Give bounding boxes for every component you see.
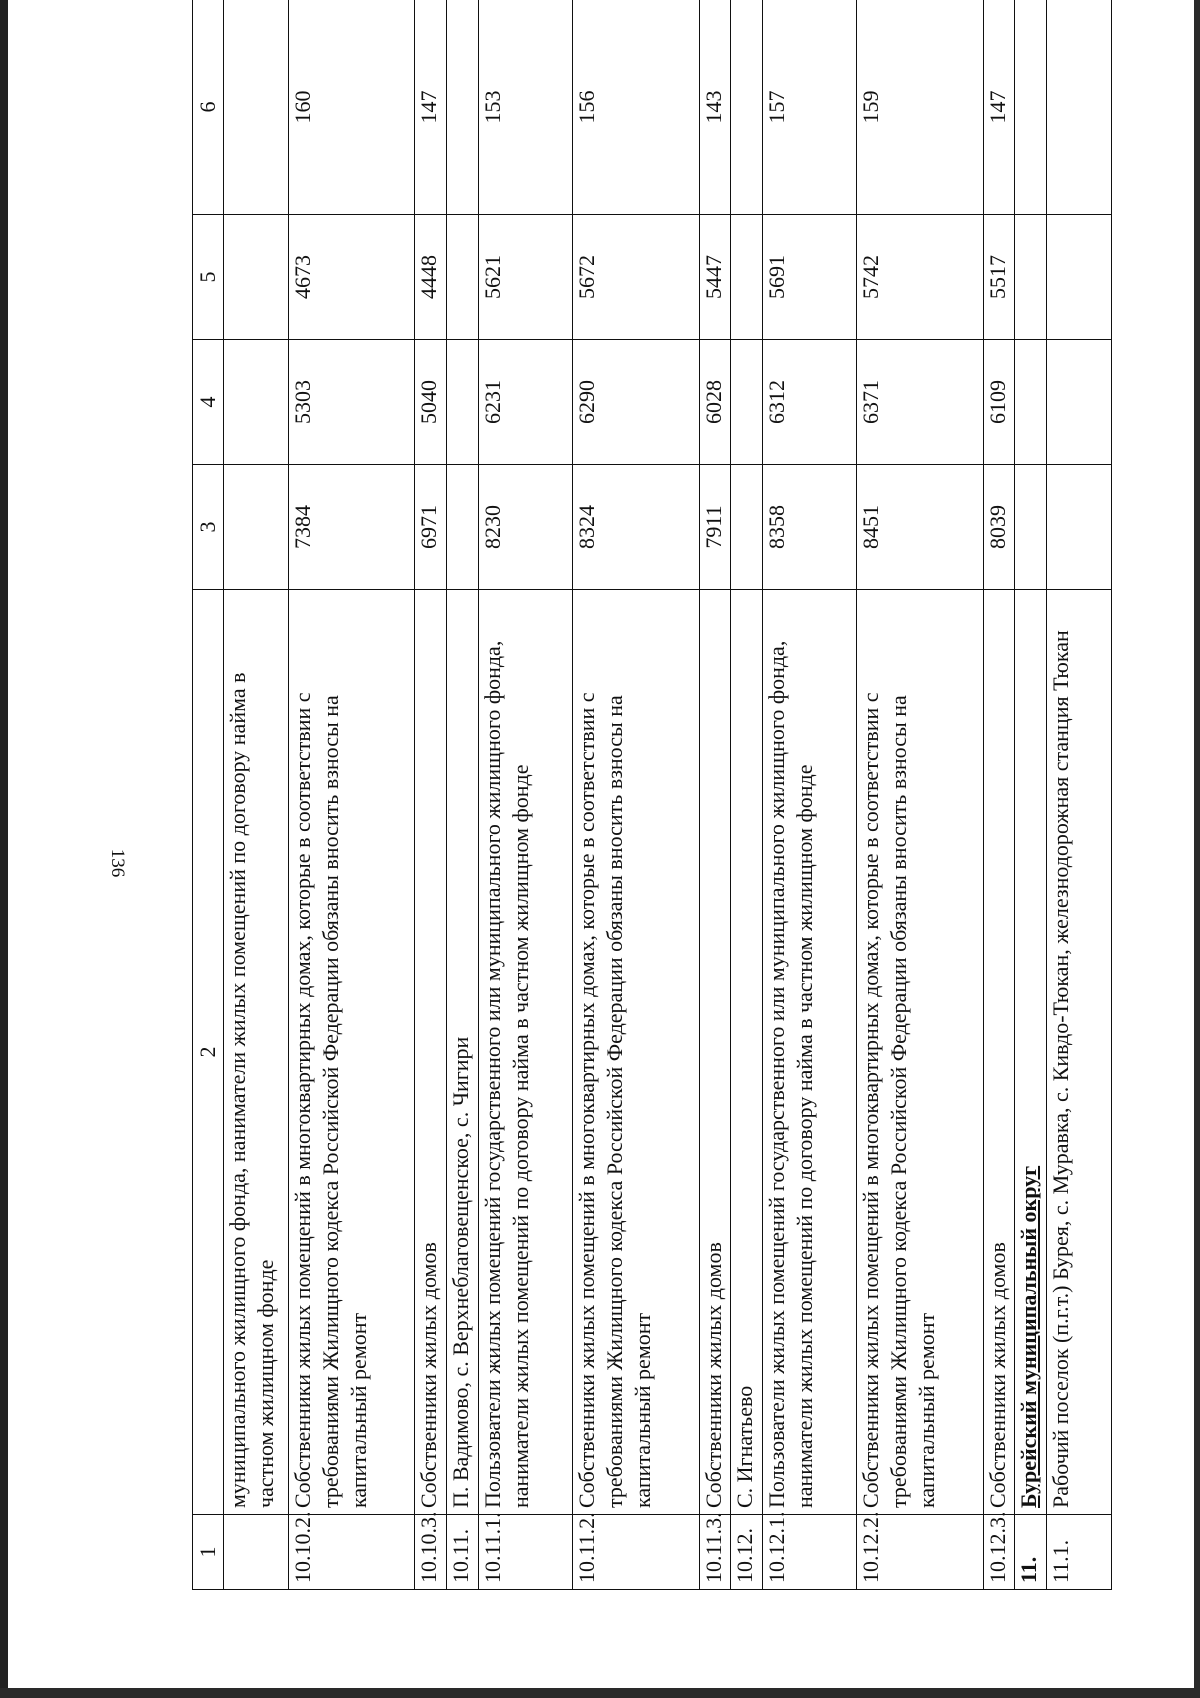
row-value-col5 <box>1015 215 1047 340</box>
row-value-col6 <box>1015 0 1047 215</box>
row-value-col4: 6290 <box>573 340 699 465</box>
row-value-col4: 6231 <box>478 340 573 465</box>
table-row <box>573 0 699 1590</box>
row-code: 10.11.3. <box>699 1515 731 1590</box>
table-row <box>857 0 983 1590</box>
row-value-col3 <box>224 465 289 590</box>
row-value-col3 <box>731 465 763 590</box>
page-number: 136 <box>107 848 128 878</box>
row-value-col4: 6109 <box>983 340 1015 465</box>
row-description: Собственники жилых домов <box>699 590 731 1515</box>
row-code: 10.12. <box>731 1515 763 1590</box>
row-value-col6: 160 <box>289 0 415 215</box>
row-code: 10.12.1. <box>762 1515 857 1590</box>
row-value-col4 <box>447 340 479 465</box>
row-value-col6: 143 <box>699 0 731 215</box>
row-description: С. Игнатьево <box>731 590 763 1515</box>
header-col-6: 6 <box>193 0 224 215</box>
row-description: Пользователи жилых помещений государственного или муниципального жилищного фонда, наниматели жилых помещений по договору найма в частном жилищном фонде <box>478 590 573 1515</box>
row-value-col5: 4448 <box>415 215 447 340</box>
row-value-col3 <box>447 465 479 590</box>
row-code: 10.10.3. <box>415 1515 447 1590</box>
row-value-col4 <box>731 340 763 465</box>
row-code: 10.12.3. <box>983 1515 1015 1590</box>
table-header-row <box>193 0 224 1590</box>
row-value-col4: 6312 <box>762 340 857 465</box>
row-description: Собственники жилых помещений в многоквартирных домах, которые в соответствии с требованиями Жилищного кодекса Российской Федерации обязаны вносить взносы на капитальный ремонт <box>857 590 983 1515</box>
table-row <box>289 0 415 1590</box>
row-value-col3: 6971 <box>415 465 447 590</box>
row-value-col4: 6371 <box>857 340 983 465</box>
row-value-col6 <box>447 0 479 215</box>
row-value-col3: 7384 <box>289 465 415 590</box>
row-value-col6: 156 <box>573 0 699 215</box>
row-code: 10.10.2. <box>289 1515 415 1590</box>
row-value-col4 <box>1046 340 1111 465</box>
row-description: Бурейский муниципальный округ <box>1015 590 1047 1515</box>
row-code: 11. <box>1015 1515 1047 1590</box>
row-code: 10.11.1. <box>478 1515 573 1590</box>
row-value-col3: 8039 <box>983 465 1015 590</box>
row-value-col5: 5691 <box>762 215 857 340</box>
table-body <box>224 0 1112 1590</box>
row-value-col6: 147 <box>983 0 1015 215</box>
row-value-col5 <box>224 215 289 340</box>
table-row <box>699 0 731 1590</box>
row-value-col4 <box>1015 340 1047 465</box>
row-description: Собственники жилых помещений в многоквартирных домах, которые в соответствии с требованиями Жилищного кодекса Российской Федерации обязаны вносить взносы на капитальный ремонт <box>573 590 699 1515</box>
table-row <box>1046 0 1111 1590</box>
row-value-col3: 7911 <box>699 465 731 590</box>
row-code: 10.12.2. <box>857 1515 983 1590</box>
header-col-1: 1 <box>193 1515 224 1590</box>
row-value-col6: 157 <box>762 0 857 215</box>
row-value-col5 <box>731 215 763 340</box>
row-description: Пользователи жилых помещений государственного или муниципального жилищного фонда, наниматели жилых помещений по договору найма в частном жилищном фонде <box>762 590 857 1515</box>
row-value-col6: 159 <box>857 0 983 215</box>
row-code: 10.11.2. <box>573 1515 699 1590</box>
row-value-col3: 8230 <box>478 465 573 590</box>
row-value-col5: 5742 <box>857 215 983 340</box>
row-value-col5: 5517 <box>983 215 1015 340</box>
tariff-table <box>192 0 1112 1590</box>
row-value-col6: 147 <box>415 0 447 215</box>
row-value-col6 <box>1046 0 1111 215</box>
header-col-4: 4 <box>193 340 224 465</box>
row-value-col5 <box>447 215 479 340</box>
scan-edge-bottom <box>0 1688 1200 1698</box>
row-value-col6 <box>731 0 763 215</box>
header-col-5: 5 <box>193 215 224 340</box>
row-description: П. Вадимово, с. Верхнеблаговещенское, с. Чигири <box>447 590 479 1515</box>
row-description: Рабочий поселок (п.г.т.) Бурея, с. Муравка, с. Кивдо-Тюкан, железнодорожная станция Тюкан <box>1046 590 1111 1515</box>
row-value-col6: 153 <box>478 0 573 215</box>
header-col-3: 3 <box>193 465 224 590</box>
row-value-col4 <box>224 340 289 465</box>
table-row <box>447 0 479 1590</box>
row-code: 10.11. <box>447 1515 479 1590</box>
row-value-col4: 5040 <box>415 340 447 465</box>
row-value-col6 <box>224 0 289 215</box>
row-code <box>224 1515 289 1590</box>
row-value-col3 <box>1015 465 1047 590</box>
row-value-col4: 5303 <box>289 340 415 465</box>
table-row <box>415 0 447 1590</box>
row-value-col4: 6028 <box>699 340 731 465</box>
table-row <box>224 0 289 1590</box>
row-value-col3 <box>1046 465 1111 590</box>
row-description: муниципального жилищного фонда, наниматели жилых помещений по договору найма в частном жилищном фонде <box>224 590 289 1515</box>
header-col-2: 2 <box>193 590 224 1515</box>
table-row <box>731 0 763 1590</box>
table-row <box>478 0 573 1590</box>
row-description: Собственники жилых помещений в многоквартирных домах, которые в соответствии с требованиями Жилищного кодекса Российской Федерации обязаны вносить взносы на капитальный ремонт <box>289 590 415 1515</box>
table-row <box>1015 0 1047 1590</box>
scan-edge-right <box>1194 0 1200 1698</box>
table-row <box>762 0 857 1590</box>
row-value-col3: 8358 <box>762 465 857 590</box>
row-value-col5: 4673 <box>289 215 415 340</box>
row-description: Собственники жилых домов <box>415 590 447 1515</box>
row-value-col5: 5621 <box>478 215 573 340</box>
row-description: Собственники жилых домов <box>983 590 1015 1515</box>
row-value-col3: 8324 <box>573 465 699 590</box>
row-value-col3: 8451 <box>857 465 983 590</box>
rotated-table-wrapper <box>192 0 1112 1590</box>
row-code: 11.1. <box>1046 1515 1111 1590</box>
row-value-col5: 5672 <box>573 215 699 340</box>
table-row <box>983 0 1015 1590</box>
row-value-col5: 5447 <box>699 215 731 340</box>
row-value-col5 <box>1046 215 1111 340</box>
